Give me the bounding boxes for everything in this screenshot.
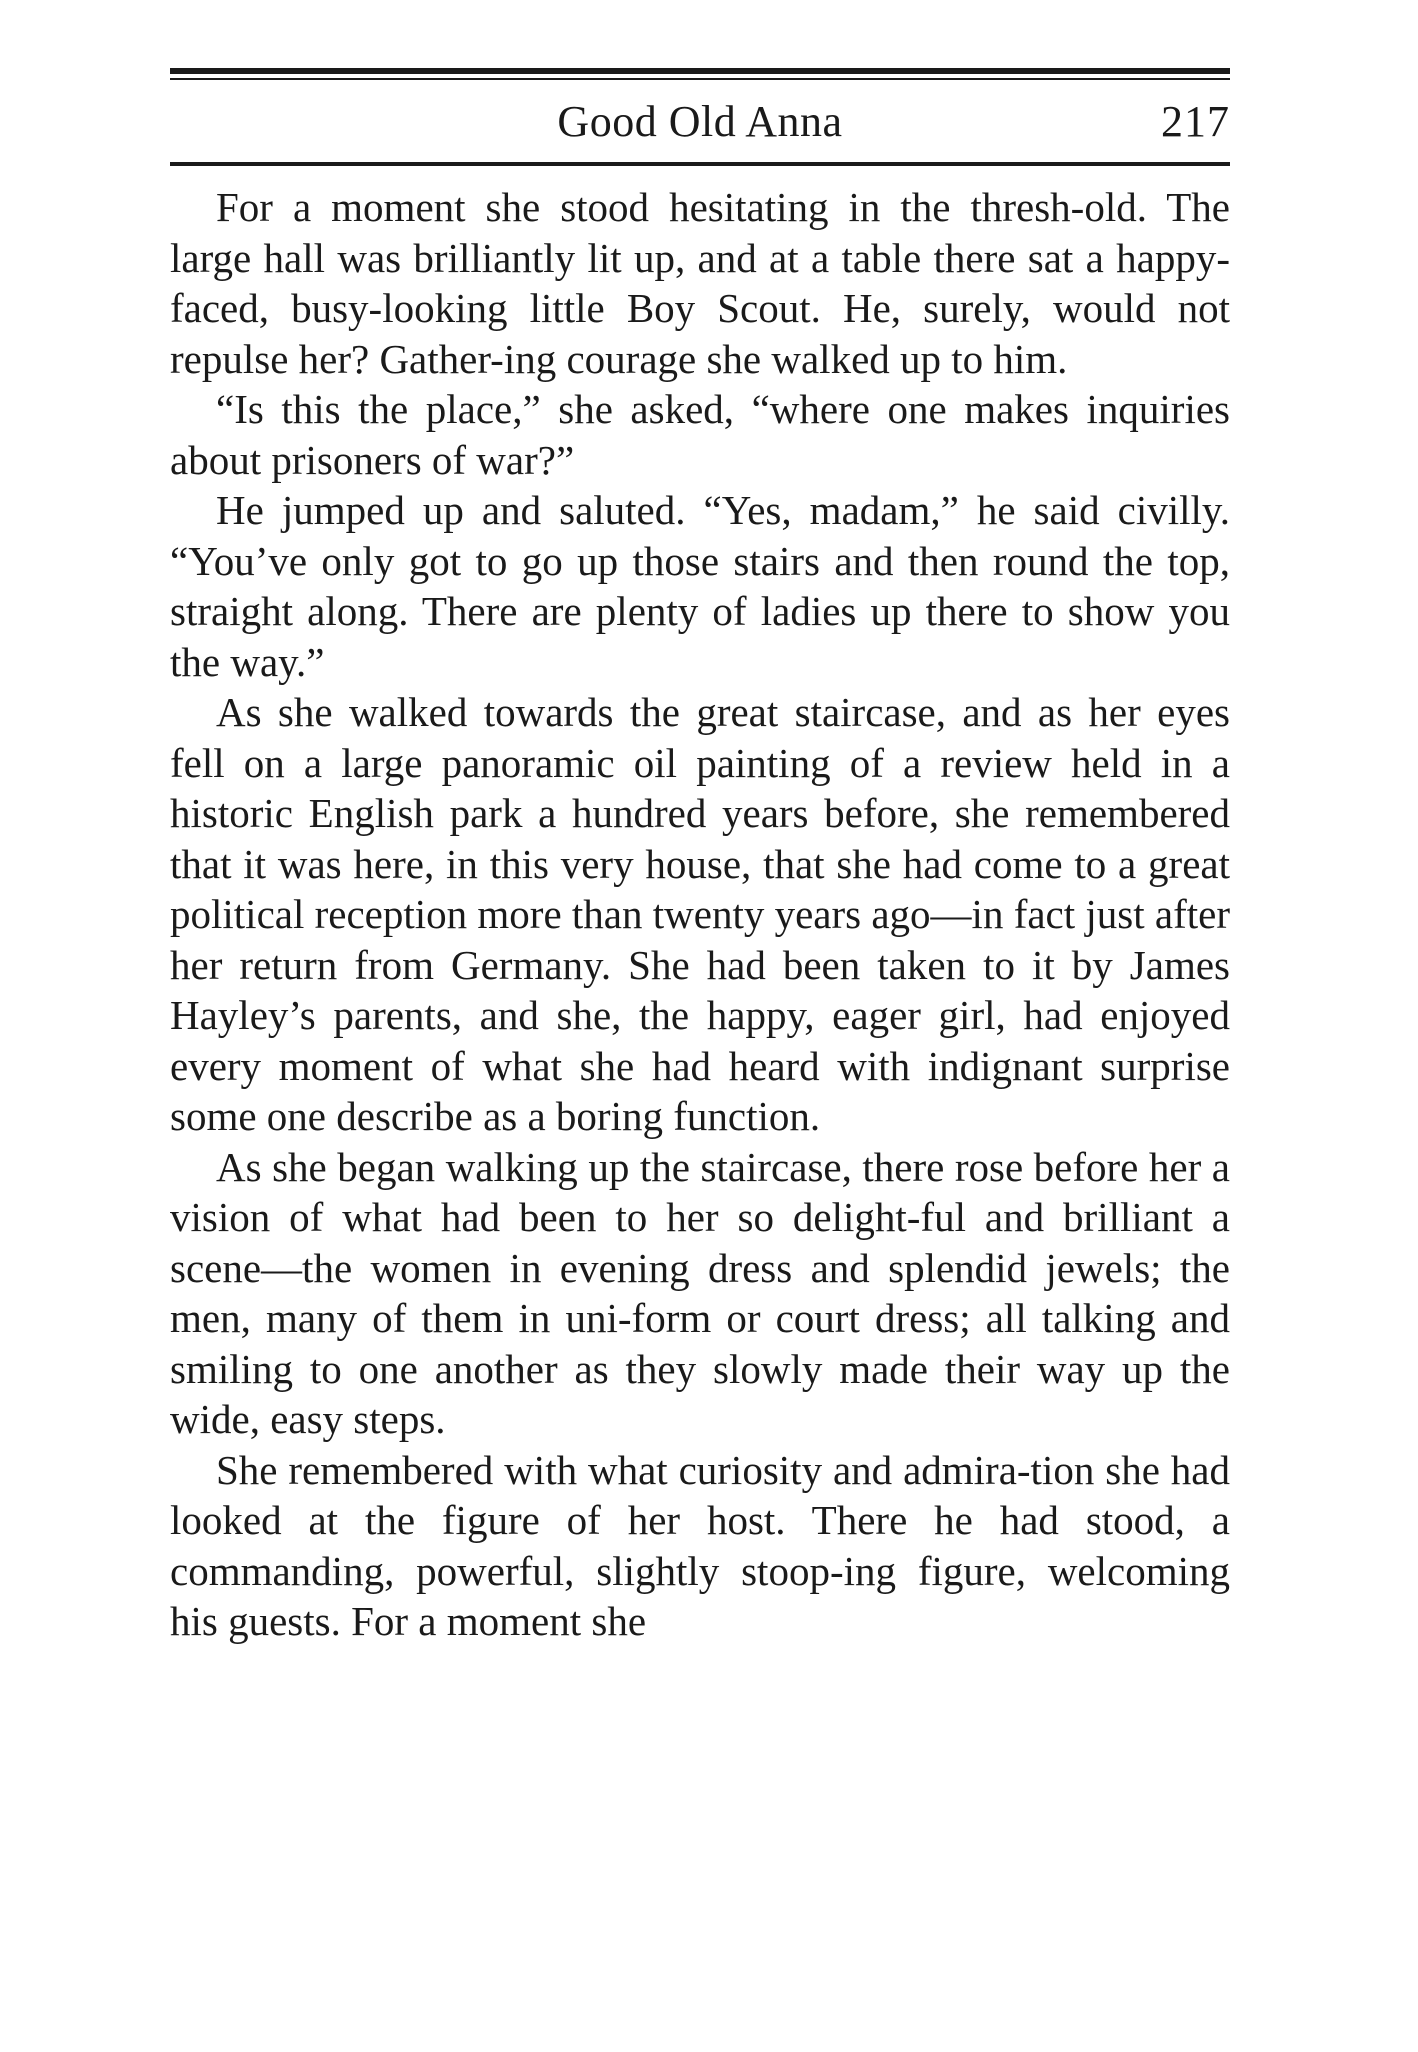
paragraph: “Is this the place,” she asked, “where one makes inquiries about prisoners of war?” xyxy=(170,386,1230,483)
paragraph: For a moment she stood hesitating in the thresh-old. The large hall was brilliantly lit up, and at a table there sat a happy-faced, busy-looking little Boy Scout. He, surely, would not repulse her? Gather-ing courage she walked up to him. xyxy=(170,184,1230,382)
running-title: Good Old Anna xyxy=(557,97,843,146)
header-top-rule-thick xyxy=(170,68,1230,74)
book-page xyxy=(170,68,1230,1647)
header-bottom-rule xyxy=(170,162,1230,166)
page-number: 217 xyxy=(1161,97,1230,146)
paragraph: He jumped up and saluted. “Yes, madam,” he said civilly. “You’ve only got to go up those stairs and then round the top, straight along. There are plenty of ladies up there to show you the way.” xyxy=(170,487,1230,685)
paragraph: As she walked towards the great staircase, and as her eyes fell on a large panoramic oil painting of a review held in a historic English park a hundred years before, she remembered that it was here, in this very house, that she had come to a great political reception more than twenty years ago—in fact just after her return from Germany. She had been taken to it by James Hayley’s parents, and she, the happy, eager girl, had enjoyed every moment of what she had heard with indignant surprise some one describe as a boring function. xyxy=(170,689,1230,1139)
paragraph: As she began walking up the staircase, there rose before her a vision of what had been to her so delight-ful and brilliant a scene—the women in evening dress and splendid jewels; the men, many of them in uni-form or court dress; all talking and smiling to one another as they slowly made their way up the wide, easy steps. xyxy=(170,1143,1230,1442)
body-text xyxy=(170,182,1230,1647)
paragraph: She remembered with what curiosity and admira-tion she had looked at the figure of her host. There he had stood, a commanding, powerful, slightly stoop-ing figure, welcoming his guests. For a moment she xyxy=(170,1446,1230,1644)
running-header xyxy=(170,80,1230,154)
